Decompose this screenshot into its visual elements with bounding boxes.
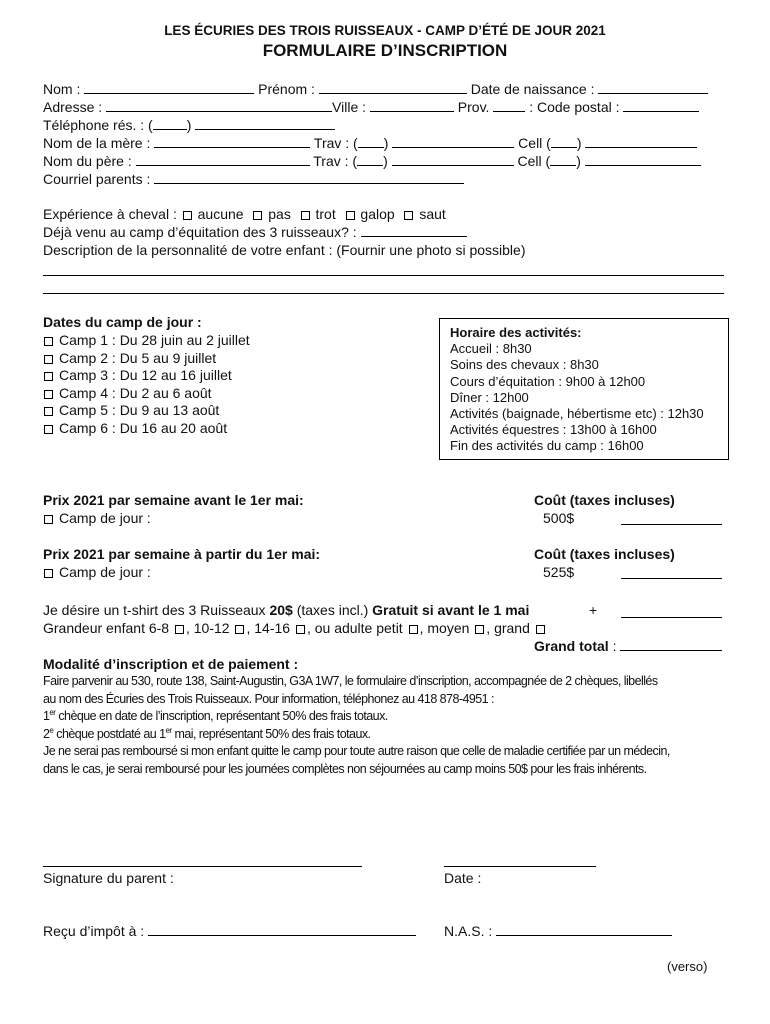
grand-total-line — [534, 638, 722, 655]
tshirt-text: Je désire un t-shirt des 3 Ruisseaux — [43, 602, 266, 618]
checkbox-pas[interactable] — [253, 211, 262, 220]
cell-pere-field[interactable] — [585, 153, 701, 166]
trav-mere-field[interactable] — [392, 135, 514, 148]
size-label: , grand — [486, 620, 530, 636]
grandeur-line — [43, 620, 547, 637]
mother-line — [43, 135, 697, 152]
nom-field[interactable] — [84, 81, 254, 94]
paren: ) — [576, 135, 582, 151]
cell-mere-area[interactable] — [551, 135, 577, 148]
grand-total-colon: : — [612, 638, 617, 654]
option-pas: pas — [268, 206, 291, 222]
option-saut: saut — [419, 206, 446, 222]
ville-label: Ville : — [332, 99, 367, 115]
verso-label: (verso) — [667, 959, 708, 974]
cout-heading: Coût (taxes incluses) — [534, 492, 675, 508]
prix-apres-value: 525$ — [543, 564, 575, 580]
size-petit-checkbox[interactable] — [409, 625, 418, 634]
telephone-label: Téléphone rés. : ( — [43, 117, 153, 133]
cell-mere-field[interactable] — [585, 135, 697, 148]
cell-pere-label: Cell ( — [517, 153, 551, 169]
nas-label: N.A.S. : — [444, 923, 493, 939]
checkbox-saut[interactable] — [404, 211, 413, 220]
cell-pere-area[interactable] — [550, 153, 576, 166]
cout-heading: Coût (taxes incluses) — [534, 546, 675, 562]
paren: ) — [383, 135, 389, 151]
modalite-line: Je ne serai pas remboursé si mon enfant quitte le camp pour toute autre raison que celle de maladie certifiée par un médecin, — [43, 744, 670, 758]
grand-total-field[interactable] — [620, 638, 722, 651]
adresse-field[interactable] — [106, 99, 332, 112]
recu-field[interactable] — [148, 923, 416, 936]
prenom-field[interactable] — [319, 81, 467, 94]
camp-item: Camp 4 : Du 2 au 6 août — [43, 385, 250, 403]
prix-apres-heading: Prix 2021 par semaine à partir du 1er mai: — [43, 546, 321, 562]
camp-3-checkbox[interactable] — [44, 372, 53, 381]
paren: ) — [383, 153, 388, 169]
email-line — [43, 171, 464, 188]
signature-parent-field[interactable] — [43, 866, 362, 867]
telephone-field[interactable] — [195, 117, 335, 130]
date-naissance-label: Date de naissance : — [470, 81, 595, 97]
size-label: , 14-16 — [246, 620, 291, 636]
address-line — [43, 99, 699, 116]
horaire-item: Activités équestres : 13h00 à 16h00 — [450, 422, 657, 438]
size-14-16-checkbox[interactable] — [296, 625, 305, 634]
camps-heading: Dates du camp de jour : — [43, 314, 202, 330]
recu-label: Reçu d’impôt à : — [43, 923, 145, 939]
horaire-item: Activités (baignade, hébertisme etc) : 12h30 — [450, 406, 704, 422]
camp-2-checkbox[interactable] — [44, 355, 53, 364]
courriel-field[interactable] — [154, 171, 464, 184]
prix-avant-value: 500$ — [543, 510, 575, 526]
nom-pere-field[interactable] — [136, 153, 310, 166]
nas-line — [444, 923, 672, 940]
camp-avant-line — [43, 510, 151, 527]
date-naissance-field[interactable] — [598, 81, 708, 94]
size-6-8-checkbox[interactable] — [175, 625, 184, 634]
deja-venu-label: Déjà venu au camp d’équitation des 3 ruisseaux? : — [43, 224, 357, 240]
cell-mere-label: Cell ( — [518, 135, 551, 151]
horaire-item: Fin des activités du camp : 16h00 — [450, 438, 644, 454]
option-trot: trot — [315, 206, 336, 222]
horaire-item: Accueil : 8h30 — [450, 341, 532, 357]
camp-item: Camp 5 : Du 9 au 13 août — [43, 402, 250, 420]
trav-pere-label: Trav : ( — [313, 153, 358, 169]
telephone-paren: ) — [186, 117, 192, 133]
size-label: , ou adulte petit — [306, 620, 403, 636]
modalite-line: dans le cas, je serai remboursé pour les journées complètes non séjournées au camp moins 50$ pour les frais inhérents. — [43, 761, 647, 776]
experience-label: Expérience à cheval : — [43, 206, 177, 222]
telephone-area-field[interactable] — [153, 117, 187, 130]
option-galop: galop — [360, 206, 395, 222]
signature-parent-label: Signature du parent : — [43, 870, 174, 886]
size-moyen-checkbox[interactable] — [475, 625, 484, 634]
checkbox-aucune[interactable] — [183, 211, 192, 220]
modalite-heading: Modalité d’inscription et de paiement : — [43, 656, 299, 672]
modalite-line: au nom des Écuries des Trois Ruisseaux. Pour information, téléphonez au 418 878-4951 : — [43, 691, 494, 706]
grand-total-label: Grand total — [534, 638, 609, 654]
modalite-line: Faire parvenir au 530, route 138, Saint-Augustin, G3A 1W7, le formulaire d’inscription, accompagnée de 2 chèques, libellés — [43, 674, 658, 688]
checkbox-trot[interactable] — [301, 211, 310, 220]
prix-apres-field[interactable] — [621, 578, 722, 579]
camp-1-checkbox[interactable] — [44, 337, 53, 346]
paren: ) — [576, 153, 581, 169]
camp-5-checkbox[interactable] — [44, 407, 53, 416]
camp-item: Camp 1 : Du 28 juin au 2 juillet — [43, 332, 250, 350]
camp-de-jour-label: Camp de jour : — [59, 510, 151, 526]
father-line — [43, 153, 701, 170]
tshirt-taxes: (taxes incl.) — [296, 602, 369, 618]
nom-label: Nom : — [43, 81, 81, 97]
camps-list — [43, 332, 250, 438]
camp-item: Camp 2 : Du 5 au 9 juillet — [43, 350, 250, 368]
option-aucune: aucune — [197, 206, 244, 222]
prix-avant-field[interactable] — [621, 524, 722, 525]
size-label: , 10-12 — [185, 620, 230, 636]
trav-pere-area[interactable] — [357, 153, 383, 166]
camp-item: Camp 3 : Du 12 au 16 juillet — [43, 367, 250, 385]
nom-pere-label: Nom du père : — [43, 153, 132, 169]
camp-item: Camp 6 : Du 16 au 20 août — [43, 420, 250, 438]
prov-label: Prov. — [457, 99, 490, 115]
grandeur-label: Grandeur enfant 6-8 — [43, 620, 170, 636]
trav-pere-field[interactable] — [392, 153, 514, 166]
adresse-label: Adresse : — [43, 99, 103, 115]
cheque-2-line: 2e chèque postdaté au 1er mai, représentant 50% des frais totaux. — [43, 725, 371, 741]
description-label: Description de la personnalité de votre enfant : (Fournir une photo si possible) — [43, 242, 526, 258]
date-field[interactable] — [444, 866, 596, 867]
checkbox-galop[interactable] — [346, 211, 355, 220]
prix-avant-heading: Prix 2021 par semaine avant le 1er mai: — [43, 492, 304, 508]
phone-line — [43, 117, 335, 134]
camp-apres-checkbox[interactable] — [44, 569, 53, 578]
nas-field[interactable] — [496, 923, 672, 936]
code-postal-field[interactable] — [623, 99, 699, 112]
page-title: FORMULAIRE D’INSCRIPTION — [262, 41, 508, 60]
horaire-item: Dîner : 12h00 — [450, 389, 529, 405]
horaire-item: Soins des chevaux : 8h30 — [450, 357, 599, 373]
deja-venu-field[interactable] — [361, 224, 467, 237]
code-postal-label: : Code postal : — [529, 99, 620, 115]
prov-field[interactable] — [493, 99, 525, 112]
ville-field[interactable] — [370, 99, 454, 112]
identity-line — [43, 81, 708, 98]
camp-avant-checkbox[interactable] — [44, 515, 53, 524]
experience-line — [43, 206, 446, 223]
camp-4-checkbox[interactable] — [44, 390, 53, 399]
camp-apres-line — [43, 564, 151, 581]
horaire-box — [439, 318, 729, 460]
tshirt-line — [43, 602, 529, 619]
tshirt-price: 20$ — [269, 602, 293, 618]
cheque-1-line: 1er chèque en date de l’inscription, représentant 50% des frais totaux. — [43, 708, 388, 723]
trav-mere-area[interactable] — [358, 135, 384, 148]
courriel-label: Courriel parents : — [43, 171, 151, 187]
modalite-text — [43, 673, 670, 778]
size-10-12-checkbox[interactable] — [235, 625, 244, 634]
horaire-item: Cours d’équitation : 9h00 à 12h00 — [450, 373, 646, 389]
nom-mere-label: Nom de la mère : — [43, 135, 151, 151]
form-header-title: LES ÉCURIES DES TROIS RUISSEAUX - CAMP D’ÉTÉ DE JOUR 2021 — [164, 23, 606, 38]
recu-line — [43, 923, 416, 940]
trav-mere-label: Trav : ( — [313, 135, 358, 151]
tshirt-gratuit: Gratuit si avant le 1 mai — [372, 602, 530, 618]
deja-venu-line — [43, 224, 467, 241]
camp-6-checkbox[interactable] — [44, 425, 53, 434]
camp-de-jour-label: Camp de jour : — [59, 564, 151, 580]
tshirt-field[interactable] — [621, 617, 722, 618]
tshirt-plus: + — [589, 602, 598, 618]
nom-mere-field[interactable] — [154, 135, 310, 148]
horaire-heading: Horaire des activités: — [450, 325, 582, 340]
description-line-1[interactable] — [43, 275, 724, 276]
prenom-label: Prénom : — [258, 81, 315, 97]
description-line-2[interactable] — [43, 293, 724, 294]
size-grand-checkbox[interactable] — [536, 625, 545, 634]
size-label: , moyen — [419, 620, 470, 636]
date-label: Date : — [444, 870, 482, 886]
